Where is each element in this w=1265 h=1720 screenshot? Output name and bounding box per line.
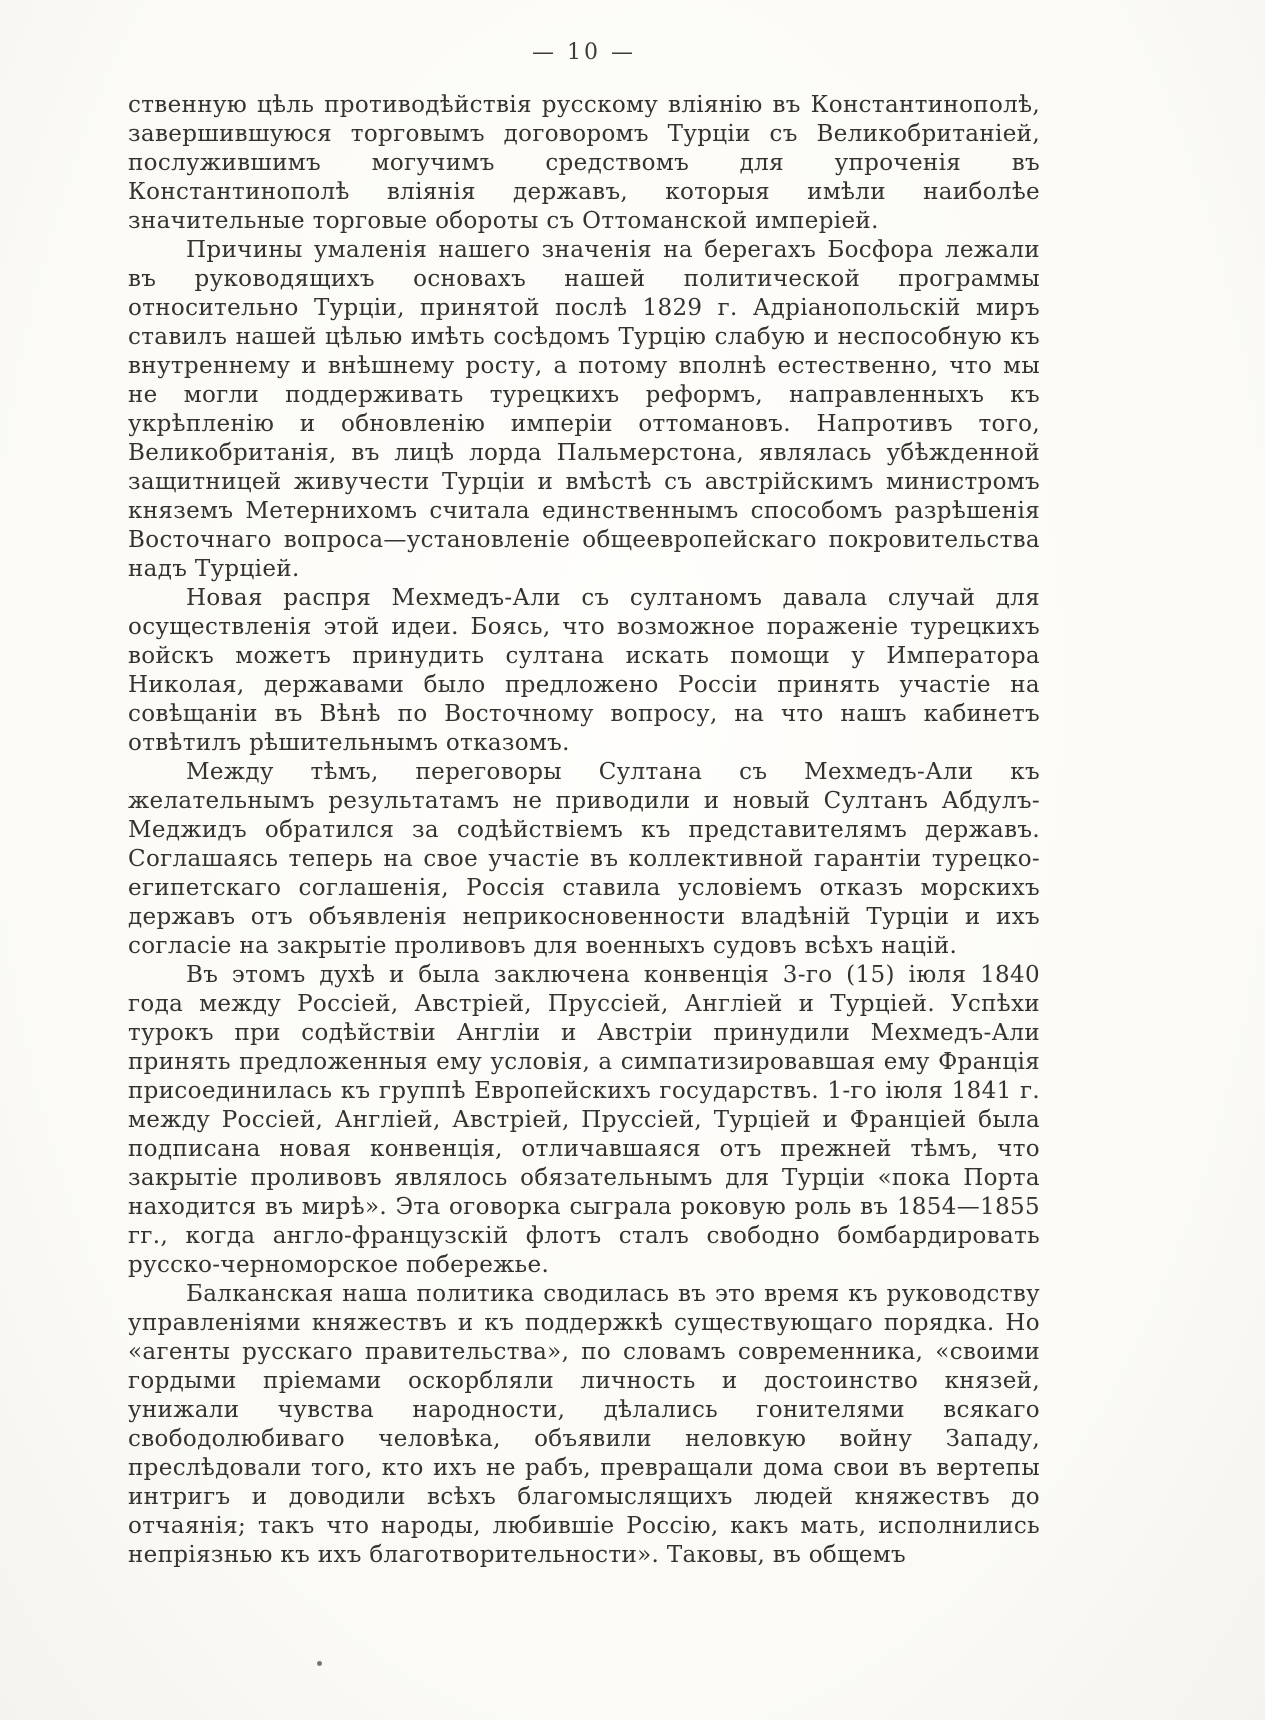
paragraph-continuation: ственную цѣль противодѣйствія русскому вліянію въ Константинополѣ, завершившуюся торговымъ договоромъ Турціи съ Великобританіей, послужившимъ могучимъ средствомъ для упроченія въ Константинополѣ вліянія державъ, которыя имѣли наиболѣе значительные торговые обороты съ Оттоманской имперіей. — [128, 92, 1040, 234]
paragraph: Балканская наша политика сводилась въ это время къ руководству управленіями княжествъ и къ поддержкѣ существующаго порядка. Но «агенты русскаго правительства», по словамъ современника, «своими гордыми пріемами оскорбляли личность и достоинство князей, унижали чувства народности, дѣлались гонителями всякаго свободолюбиваго человѣка, объявили неловкую войну Западу, преслѣдовали того, кто ихъ не рабъ, превращали дома свои въ вертепы интригъ и доводили всѣхъ благомыслящихъ людей княжествъ до отчаянія; такъ что народы, любившіе Россію, какъ мать, исполнились непріязнью къ ихъ благотворительности». Таковы, въ общемъ — [128, 1281, 1040, 1568]
paragraph: Въ этомъ духѣ и была заключена конвенція 3-го (15) іюля 1840 года между Россіей, Австріей, Пруссіей, Англіей и Турціей. Успѣхи турокъ при содѣйствіи Англіи и Австріи принудили Мехмедъ-Али принять предложенныя ему условія, а симпатизировавшая ему Франція присоединилась къ группѣ Европейскихъ государствъ. 1-го іюля 1841 г. между Россіей, Англіей, Австріей, Пруссіей, Турціей и Франціей была подписана новая конвенція, отличавшаяся отъ прежней тѣмъ, что закрытіе проливовъ являлось обязательнымъ для Турціи «пока Порта находится въ мирѣ». Эта оговорка сыграла роковую роль въ 1854—1855 гг., когда англо-французскій флотъ сталъ свободно бомбардировать русско-черноморское побережье. — [128, 962, 1040, 1278]
paragraph: Причины умаленія нашего значенія на берегахъ Босфора лежали въ руководящихъ основахъ нашей политической программы относительно Турціи, принятой послѣ 1829 г. Адріанопольскій миръ ставилъ нашей цѣлью имѣть сосѣдомъ Турцію слабую и неспособную къ внутреннему и внѣшнему росту, а потому вполнѣ естественно, что мы не могли поддерживать турецкихъ реформъ, направленныхъ къ укрѣпленію и обновленію имперіи оттомановъ. Напротивъ того, Великобританія, въ лицѣ лорда Пальмерстона, являлась убѣжденной защитницей живучести Турціи и вмѣстѣ съ австрійскимъ министромъ княземъ Метернихомъ считала единственнымъ способомъ разрѣшенія Восточнаго вопроса—установленіе общеевропейскаго покровительства надъ Турціей. — [128, 237, 1040, 582]
paragraph: Между тѣмъ, переговоры Султана съ Мехмедъ-Али къ желательнымъ результатамъ не приводили и новый Султанъ Абдулъ-Меджидъ обратился за содѣйствіемъ къ представителямъ державъ. Соглашаясь теперь на свое участіе въ коллективной гарантіи турецко-египетскаго соглашенія, Россія ставила условіемъ отказъ морскихъ державъ отъ объявленія неприкосновенности владѣній Турціи и ихъ согласіе на закрытіе проливовъ для военныхъ судовъ всѣхъ націй. — [128, 759, 1040, 959]
text-block — [128, 91, 1040, 1570]
page-number: — 10 — — [532, 40, 636, 65]
paragraph: Новая распря Мехмедъ-Али съ султаномъ давала случай для осуществленія этой идеи. Боясь, что возможное пораженіе турецкихъ войскъ можетъ принудить султана искать помощи у Императора Николая, державами было предложено Россіи принять участіе на совѣщаніи въ Вѣнѣ по Восточному вопросу, на что нашъ кабинетъ отвѣтилъ рѣшительнымъ отказомъ. — [128, 585, 1040, 756]
print-artifact-dot — [317, 1661, 322, 1666]
